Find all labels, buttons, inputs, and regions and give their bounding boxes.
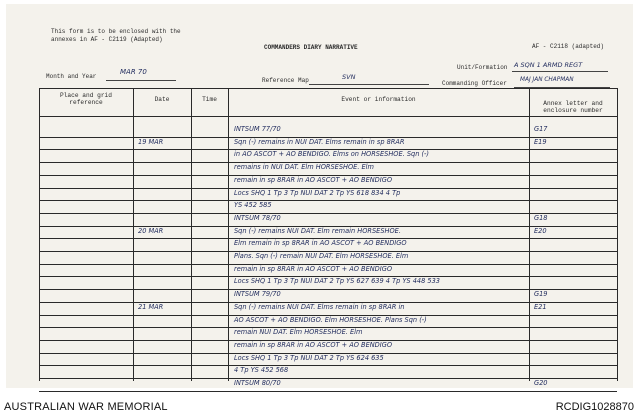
- reference-map-underline: [309, 84, 429, 85]
- row-event: INTSUM 77/70: [234, 125, 281, 133]
- row-date: 19 MAR: [138, 137, 164, 146]
- row-event: remain NUI DAT. Elm HORSESHOE. Elm: [234, 328, 363, 337]
- commanding-officer-value: MAJ JAN CHAPMAN: [520, 77, 574, 83]
- row-rule: [39, 200, 617, 201]
- row-rule: [39, 213, 617, 214]
- row-rule: [39, 289, 617, 290]
- date-header: Date: [154, 96, 170, 103]
- unit-value: A SQN 1 ARMD REGT: [514, 61, 583, 69]
- row-event: Elm remain in sp 8RAR in AO ASCOT + AO BENDIGO: [234, 239, 407, 248]
- row-rule: [39, 391, 617, 392]
- archive-record-id: RCDIG1028870: [555, 401, 634, 413]
- archive-source: AUSTRALIAN WAR MEMORIAL: [4, 401, 168, 413]
- row-rule: [39, 378, 617, 379]
- column-divider-place: [133, 88, 134, 381]
- reference-map-label: Reference Map: [262, 77, 309, 84]
- row-event: INTSUM 79/70: [234, 290, 281, 299]
- form-title: COMMANDERS DIARY NARRATIVE: [264, 44, 358, 51]
- reference-map-value: SVN: [342, 73, 356, 81]
- month-year-value: MAR 70: [120, 68, 147, 76]
- row-event: remain in sp 8RAR in AO ASCOT + AO BENDIGO: [234, 175, 393, 184]
- place-header-line1: Place and grid: [60, 92, 112, 99]
- row-date: 20 MAR: [138, 226, 164, 235]
- column-divider-event: [529, 88, 530, 381]
- row-annex: E19: [534, 137, 547, 146]
- row-event: Locs SHQ 1 Tp 3 Tp NUI DAT 2 Tp YS 624 635: [234, 353, 384, 362]
- form-number: AF - C2118 (adapted): [532, 43, 605, 50]
- row-annex: G20: [534, 379, 548, 387]
- commanding-officer-label: Commanding Officer: [442, 80, 507, 87]
- annex-header: [529, 100, 617, 114]
- unit-underline: [512, 71, 608, 72]
- header-bottom-border: [39, 116, 617, 117]
- row-date: 21 MAR: [138, 302, 164, 311]
- annex-header-line1: Annex letter and: [543, 100, 603, 107]
- time-header: Time: [202, 96, 217, 103]
- row-event: Locs SHQ 1 Tp 3 Tp NUI DAT 2 Tp YS 618 834 4 Tp: [234, 188, 401, 197]
- row-event: in AO ASCOT + AO BENDIGO. Elms on HORSESHOE. Sqn (-): [234, 150, 430, 159]
- row-annex: G18: [534, 213, 548, 222]
- row-event: Sqn (-) remains in NUI DAT. Elms remain in sp 8RAR: [234, 137, 405, 146]
- archive-footer: [0, 395, 640, 418]
- row-annex: G19: [534, 290, 548, 299]
- row-event: AO ASCOT + AO BENDIGO. Elm HORSESHOE. Plans Sqn (-): [234, 315, 427, 324]
- annex-header-line2: enclosure number: [543, 107, 603, 114]
- row-event: Locs SHQ 1 Tp 3 Tp NUI DAT 2 Tp YS 627 639 4 Tp YS 448 533: [234, 277, 440, 286]
- column-divider-date: [191, 88, 192, 381]
- diary-sheet: [6, 4, 633, 388]
- row-event: remains in NUI DAT. Elm HORSESHOE. Elm: [234, 163, 374, 172]
- month-year-underline: [106, 80, 176, 81]
- row-event: Sqn (-) remains NUI DAT. Elm remain HORSESHOE.: [234, 226, 401, 235]
- row-event: INTSUM 80/70: [234, 379, 281, 387]
- table-right-border: [617, 88, 618, 381]
- row-event: Sqn (-) remains NUI DAT. Elms remain in sp 8RAR in: [234, 302, 405, 311]
- enclosure-note-line1: This form is to be enclosed with the: [51, 28, 181, 35]
- place-header: [39, 92, 133, 106]
- row-event: 4 Tp YS 452 568: [234, 366, 289, 375]
- table-left-border: [39, 88, 40, 381]
- table-top-border: [39, 88, 617, 89]
- row-event: Plans. Sqn (-) remain NUI DAT. Elm HORSESHOE. Elm: [234, 252, 409, 260]
- row-annex: E21: [534, 302, 547, 311]
- row-annex: G17: [534, 125, 548, 133]
- place-header-line2: reference: [69, 99, 103, 106]
- row-event: remain in sp 8RAR in AO ASCOT + AO BENDIGO: [234, 264, 393, 273]
- row-event: remain in sp 8RAR in AO ASCOT + AO BENDIGO: [234, 340, 393, 349]
- column-divider-time: [228, 88, 229, 381]
- row-annex: E20: [534, 226, 547, 235]
- row-event: INTSUM 78/70: [234, 213, 281, 222]
- row-rule: [39, 365, 617, 366]
- row-event: YS 452 585: [234, 201, 272, 210]
- enclosure-note-line2: annexes in AF - C2119 (Adapted): [51, 36, 163, 43]
- event-header: Event or information: [341, 96, 416, 103]
- month-year-label: Month and Year: [46, 73, 97, 80]
- unit-label: Unit/Formation: [457, 64, 508, 71]
